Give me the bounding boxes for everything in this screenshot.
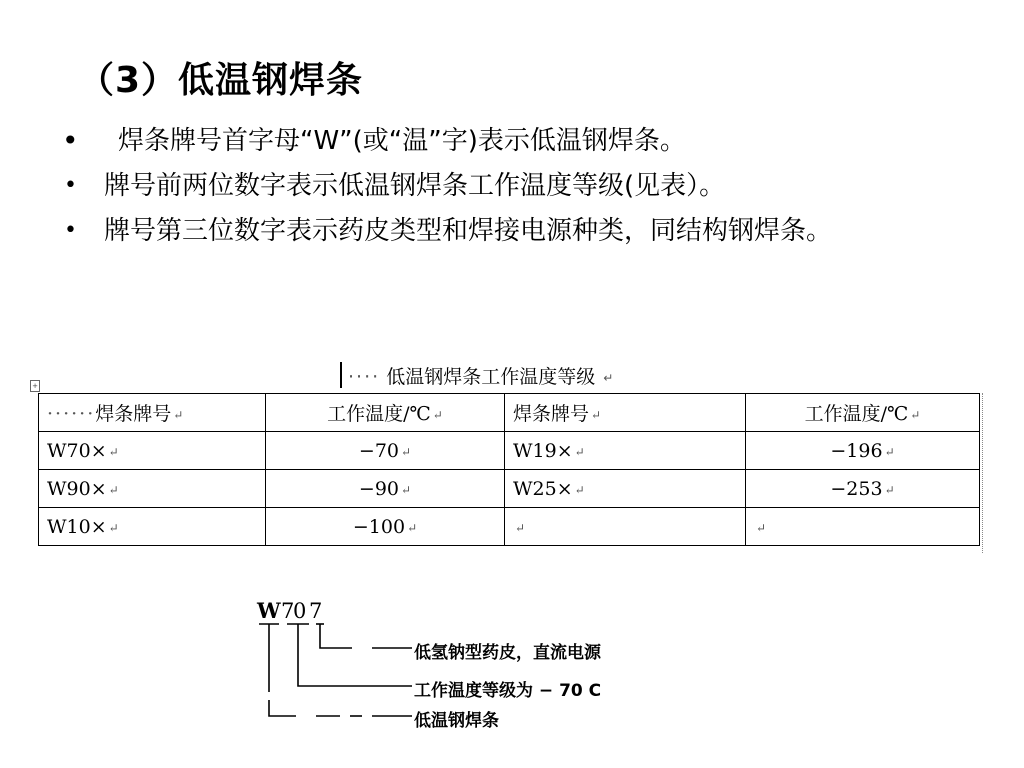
leader-dots: ···· [348,366,381,388]
cell-mark-icon: ↵ [910,408,921,422]
cell-mark-icon: ↵ [401,444,412,459]
bullet-dot-icon: • [64,173,77,198]
code-char-7b: 7 [309,599,323,623]
cell-mark-icon: ↵ [884,444,895,459]
cell-mark-icon: ↵ [574,482,585,497]
table-cell: W19× ↵ [505,432,746,470]
diagram-label-temp-grade: 工作温度等级为 − 70 C [414,681,602,701]
leader-dots: ······ [47,403,96,425]
cell-mark-icon: ↵ [401,482,412,497]
bullet-text: 焊条牌号首字母“W”(或“温”字)表示低温钢焊条。 [118,126,686,156]
paragraph-mark-icon: ↵ [603,370,614,385]
bullet-dot-icon: • [64,218,77,243]
header-temperature: 工作温度/℃ [804,403,909,425]
table-cell: W25× ↵ [505,470,746,508]
table-cell: −90 ↵ [266,470,505,508]
cell-mark-icon: ↵ [515,520,526,535]
bullet-text: 牌号第三位数字表示药皮类型和焊接电源种类，同结构钢焊条。 [104,216,833,246]
diagram-label-coating: 低氢钠型药皮，直流电源 [414,643,601,663]
cell-mark-icon: ↵ [432,408,443,422]
cell-mark-icon: ↵ [756,520,767,535]
cell-mark-icon: ↵ [574,444,585,459]
bullet-text: 牌号前两位数字表示低温钢焊条工作温度等级(见表）。 [104,171,726,201]
table-anchor-icon[interactable]: + [30,380,40,392]
table-cell: −70 ↵ [266,432,505,470]
cell-mark-icon: ↵ [884,482,895,497]
code-char-w: W [257,598,281,623]
cell-mark-icon: ↵ [108,482,119,497]
diagram-label-low-temp: 低温钢焊条 [414,711,499,731]
table-cell: −253 ↵ [746,470,980,508]
table-cell: W10× ↵ [39,508,266,546]
table-cell: −100 ↵ [266,508,505,546]
bullet-dot-icon: • [62,124,79,157]
table-cell: W90× ↵ [39,470,266,508]
header-brand: 焊条牌号 [95,403,172,425]
cell-mark-icon: ↵ [108,444,119,459]
cell-mark-icon: ↵ [108,520,119,535]
cell-mark-icon: ↵ [591,408,602,422]
header-temperature: 工作温度/℃ [327,403,431,425]
code-char-7: 7 [281,599,295,623]
code-char-0: 0 [293,599,307,623]
cell-mark-icon: ↵ [173,408,184,422]
table-cell: W70× ↵ [39,432,266,470]
cell-mark-icon: ↵ [407,520,418,535]
table-caption-text: 低温钢焊条工作温度等级 [386,366,596,388]
header-brand: 焊条牌号 [513,403,590,425]
table-cell: −196 ↵ [746,432,980,470]
slide-title: （3）低温钢焊条 [78,60,364,101]
